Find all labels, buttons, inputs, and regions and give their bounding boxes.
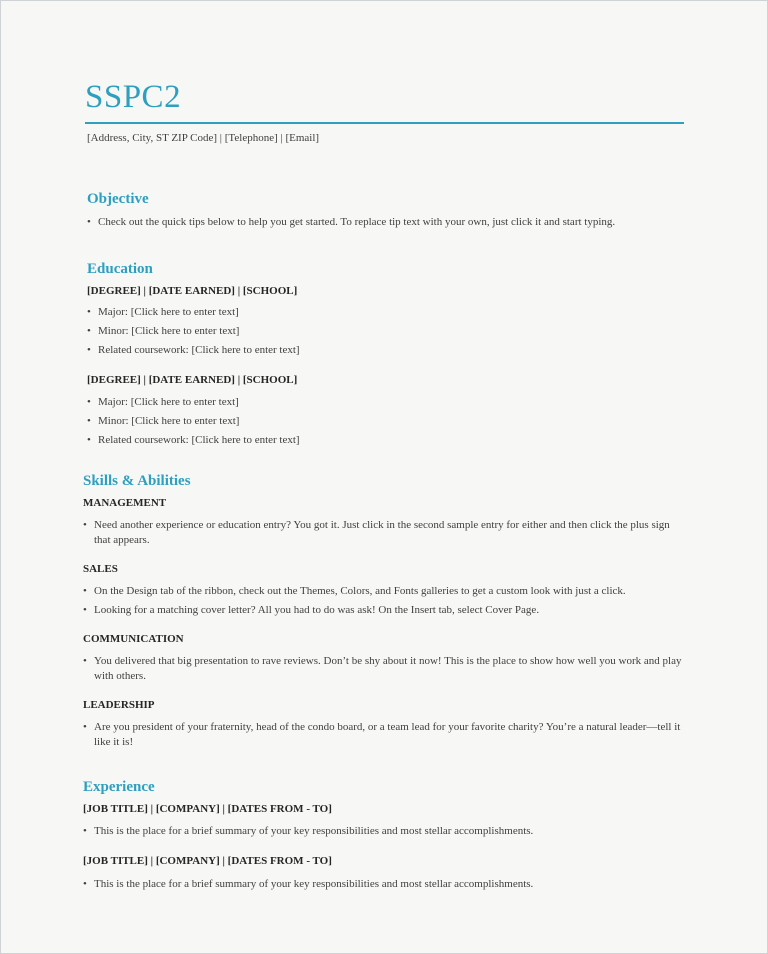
resume-name: SSPC2 [85, 79, 182, 115]
list-item: • On the Design tab of the ribbon, check out the Themes, Colors, and Fonts galleries to get a custom look with just a click. [83, 585, 626, 597]
list-item: • Minor: [Click here to enter text] [87, 325, 240, 337]
bullet-icon: • [83, 721, 87, 733]
bullet-icon: • [87, 344, 91, 356]
experience-entry-title: [JOB TITLE] | [COMPANY] | [DATES FROM - TO] [83, 855, 332, 867]
list-item: • This is the place for a brief summary of your key responsibilities and most stellar accomplishments. [83, 825, 534, 837]
section-heading-experience: Experience [83, 779, 155, 795]
bullet-icon: • [87, 325, 91, 337]
bullet-icon: • [83, 825, 87, 837]
skill-group-title: COMMUNICATION [83, 633, 184, 645]
bullet-icon: • [87, 306, 91, 318]
list-item: • Minor: [Click here to enter text] [87, 415, 240, 427]
bullet-icon: • [83, 878, 87, 890]
bullet-icon: • [83, 604, 87, 616]
education-entry-title: [DEGREE] | [DATE EARNED] | [SCHOOL] [87, 285, 298, 297]
contact-line: [Address, City, ST ZIP Code] | [Telephone] | [Email] [87, 132, 320, 144]
section-heading-skills: Skills & Abilities [83, 473, 191, 489]
bullet-icon: • [83, 655, 87, 667]
experience-entry-title: [JOB TITLE] | [COMPANY] | [DATES FROM - TO] [83, 803, 332, 815]
bullet-icon: • [83, 585, 87, 597]
list-item: • Related coursework: [Click here to enter text] [87, 434, 300, 446]
list-item: • Are you president of your fraternity, head of the condo board, or a team lead for your favorite charity? You’re a natural leader—tell it like it is! [83, 721, 681, 748]
education-entry-title: [DEGREE] | [DATE EARNED] | [SCHOOL] [87, 374, 298, 386]
header-divider [85, 122, 684, 124]
bullet-icon: • [87, 434, 91, 446]
bullet-icon: • [87, 415, 91, 427]
list-item: • Looking for a matching cover letter? All you had to do was ask! On the Insert tab, select Cover Page. [83, 604, 540, 616]
bullet-icon: • [87, 216, 91, 228]
list-item: • You delivered that big presentation to rave reviews. Don’t be shy about it now! This is the place to show how well you work and play with others. [83, 655, 682, 682]
list-item: • Major: [Click here to enter text] [87, 396, 239, 408]
bullet-icon: • [83, 519, 87, 531]
section-heading-objective: Objective [87, 191, 149, 207]
list-item: • Related coursework: [Click here to enter text] [87, 344, 300, 356]
skill-group-title: LEADERSHIP [83, 699, 155, 711]
skill-group-title: SALES [83, 563, 118, 575]
bullet-icon: • [87, 396, 91, 408]
list-item: • Major: [Click here to enter text] [87, 306, 239, 318]
section-heading-education: Education [87, 261, 153, 277]
list-item: • Check out the quick tips below to help you get started. To replace tip text with your own, just click it and start typing. [87, 216, 616, 228]
skill-group-title: MANAGEMENT [83, 497, 167, 509]
list-item: • This is the place for a brief summary of your key responsibilities and most stellar accomplishments. [83, 878, 534, 890]
list-item: • Need another experience or education entry? You got it. Just click in the second sample entry for either and then click the plus sign that appears. [83, 519, 670, 546]
